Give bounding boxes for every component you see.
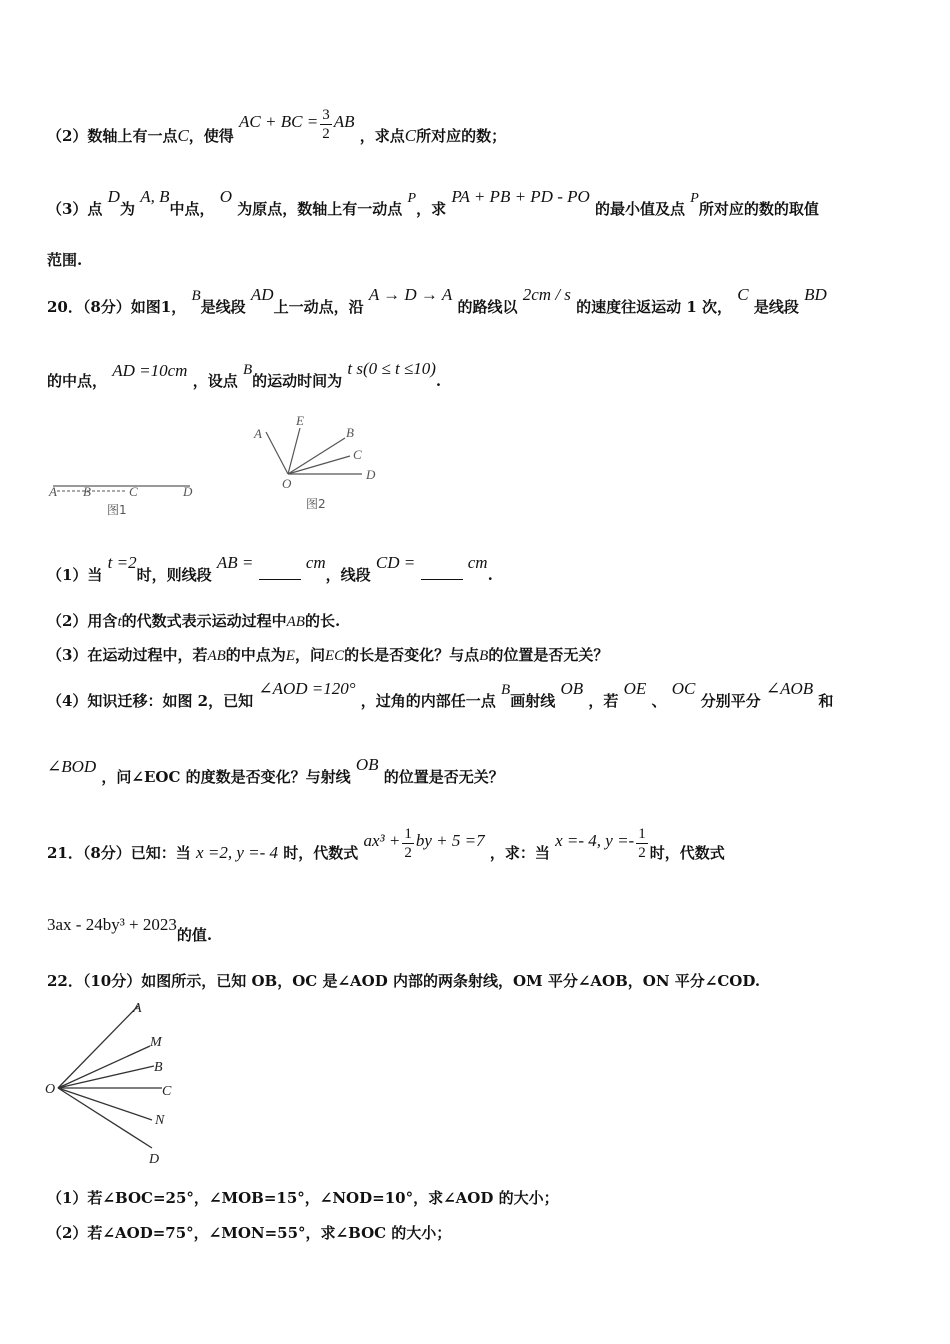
fig-label-n: N: [155, 1113, 165, 1128]
ray-om: [58, 1046, 150, 1088]
q22-sub1: （1）若∠BOC=25°，∠MOB=15°，∠NOD=10°，求∠AOD 的大小；: [47, 1189, 559, 1207]
fraction-half: $\frac{1}{2}$: [404, 826, 412, 861]
fig1-label-b: B: [83, 484, 91, 499]
fig2-label-d: D: [366, 467, 376, 482]
figure-q22-rays: [40, 996, 190, 1168]
q20-sub2: （2）用含t的代数式表示运动过程中AB的长.: [47, 612, 341, 630]
q19-part3: （3）点 D为 A, B中点， O 为原点，数轴上有一动点 P，求 PA + PB + PD - PO 的最小值及点 P所对应的数的取值: [47, 187, 819, 218]
ray-oa: [266, 432, 288, 474]
ray-ob: [58, 1066, 154, 1088]
q19-part2: （2）数轴上有一点C，使得 AC + BC = $\frac{3}{2}$ AB ，求点C所对应的数；: [47, 107, 507, 145]
q20-sub3: （3）在运动过程中，若AB的中点为E，问EC的长是否变化？与点B的位置是否无关？: [47, 646, 609, 664]
fig2-label-c: C: [353, 447, 362, 462]
fig-label-c: C: [162, 1084, 172, 1099]
answer-blank-cd[interactable]: [421, 565, 463, 580]
q20-sub1: （1）当 t =2时，则线段 AB = cm，线段 CD = cm.: [47, 553, 493, 584]
q22-sub2: （2）若∠AOD=75°，∠MON=55°，求∠BOC 的大小；: [47, 1224, 452, 1242]
fig2-caption: 图2: [306, 497, 326, 511]
fraction: $\frac{3}{2}$: [322, 107, 330, 142]
fig2-label-b: B: [346, 425, 354, 440]
fig1-label-a: A: [49, 484, 57, 499]
q19-part3-line2: 范围.: [47, 251, 83, 269]
q20-sub4: （4）知识迁移：如图 2，已知 ∠AOD =120° ，过角的内部任一点 B画射线 OB ，若 OE 、 OC 分别平分 ∠AOB 和: [47, 679, 834, 710]
q20-line2: 的中点， AD =10cm ，设点 B的运动时间为 t s(0 ≤ t ≤10).: [47, 359, 442, 390]
fig-label-m: M: [150, 1035, 162, 1050]
ray-od: [58, 1088, 152, 1148]
fig-label-b: B: [154, 1060, 163, 1075]
ray-oc: [288, 456, 350, 474]
fig1-label-c: C: [129, 484, 138, 499]
ray-oa: [58, 1006, 138, 1088]
q21-line1: 21．（8分）已知：当 x =2, y =- 4 时，代数式 ax³ + $\frac{1}{2}$ by + 5 =7 ，求：当 x =- 4, y =- $\frac{1}{2}$ 时，代数式: [47, 826, 725, 862]
fig2-label-e: E: [296, 413, 304, 428]
figure-2-angle: [248, 412, 388, 516]
ray-on: [58, 1088, 152, 1120]
fig2-label-o: O: [282, 476, 292, 491]
figure-1-number-line: [47, 474, 207, 522]
fig-label-a: A: [133, 1001, 142, 1016]
fig2-label-a: A: [254, 426, 262, 441]
fraction-half-2: $\frac{1}{2}$: [638, 826, 646, 861]
q20-header: 20．（8分）如图1， B是线段 AD上一动点，沿 A → D → A 的路线以 2cm / s 的速度往返运动 1 次， C 是线段 BD: [47, 285, 827, 316]
q22-header: 22．（10分）如图所示，已知 OB，OC 是∠AOD 内部的两条射线，OM 平分∠AOB，ON 平分∠COD.: [47, 972, 761, 990]
q21-line2: 3ax - 24by³ + 2023的值.: [47, 915, 213, 944]
fig1-label-d: D: [183, 484, 193, 499]
fig-label-d: D: [149, 1152, 160, 1167]
fig-label-o: O: [45, 1082, 56, 1097]
fig1-caption: 图1: [107, 503, 127, 517]
q20-sub4-line2: ∠BOD ，问∠EOC 的度数是否变化？与射线 OB 的位置是否无关？: [47, 755, 504, 786]
answer-blank-ab[interactable]: [259, 565, 301, 580]
